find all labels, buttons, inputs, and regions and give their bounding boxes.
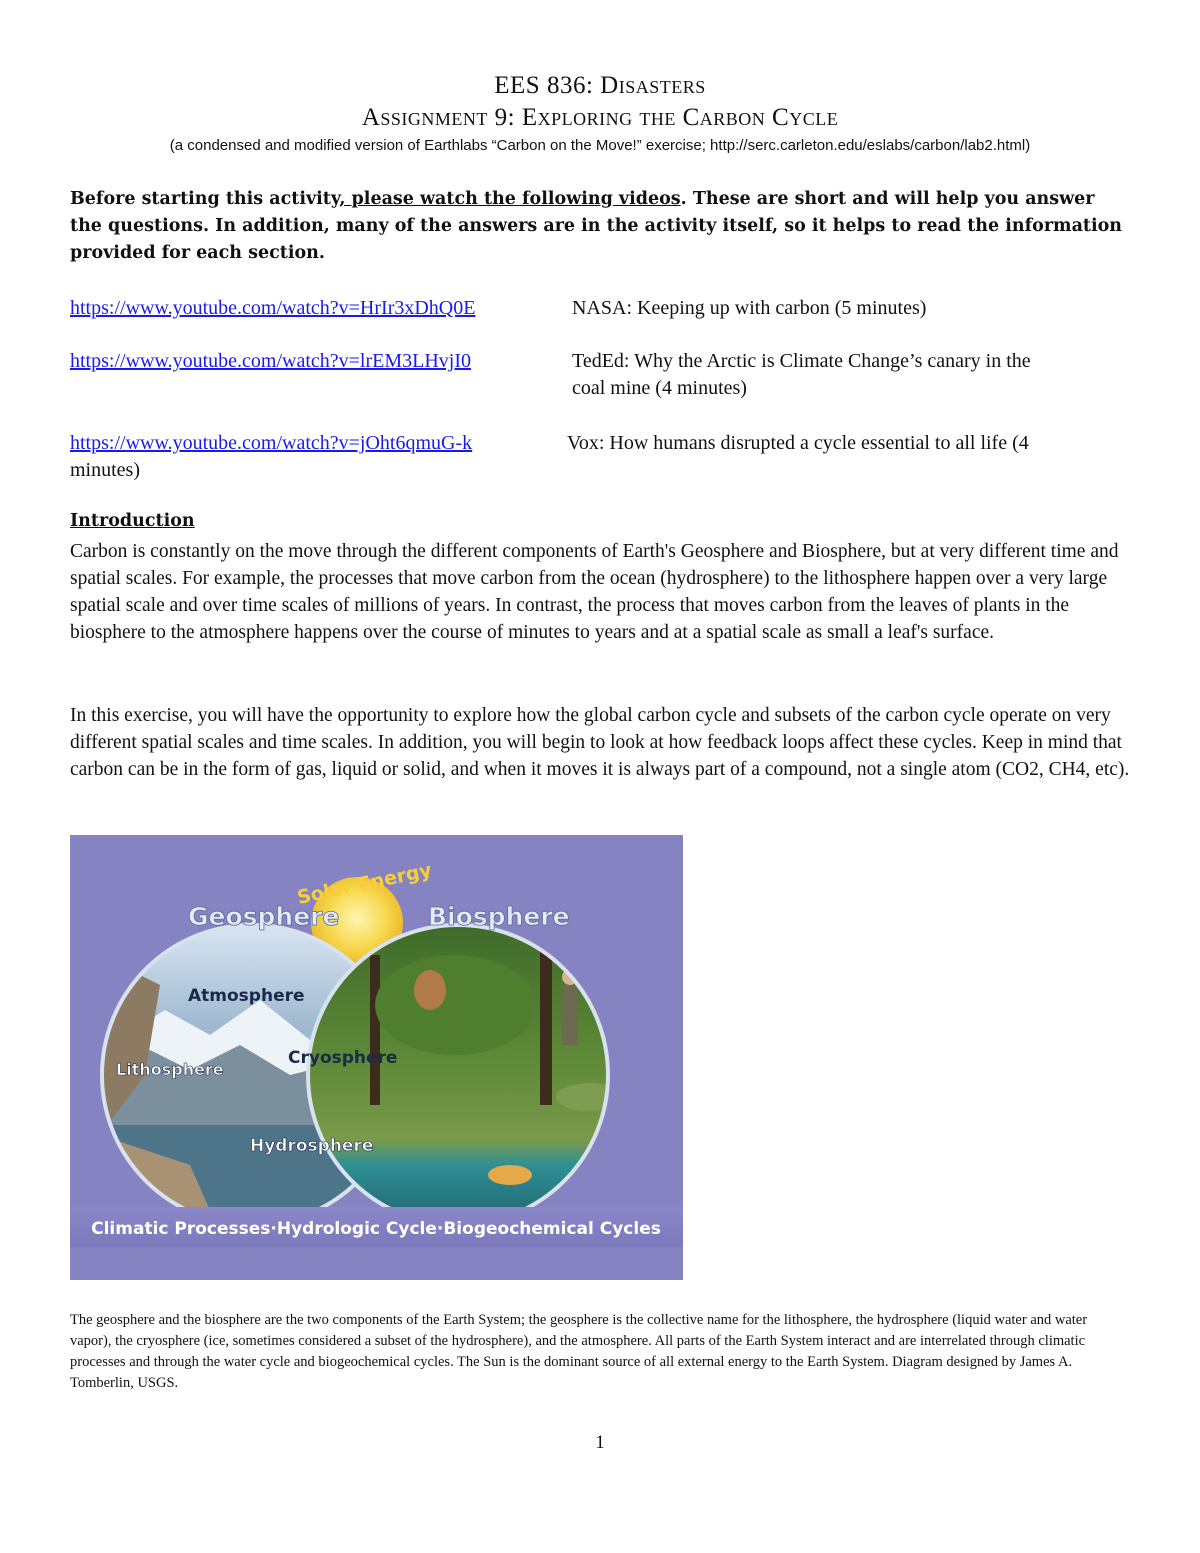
video-description-3-line2: minutes) <box>70 459 140 481</box>
person-icon <box>562 985 578 1045</box>
video-description-1: NASA: Keeping up with carbon (5 minutes) <box>572 297 927 319</box>
instructions-part2: , please watch the following videos <box>339 189 681 209</box>
video-description-2-line1: TedEd: Why the Arctic is Climate Change’s canary in the <box>572 350 1031 372</box>
video-row-1 <box>70 295 475 322</box>
solar-energy-label: Solar Energy <box>295 858 434 909</box>
geosphere-label: Geosphere <box>188 902 340 931</box>
video-description-3-line1: Vox: How humans disrupted a cycle essential to all life (4 <box>567 432 1029 454</box>
video-description-2-line2: coal mine (4 minutes) <box>572 377 747 399</box>
introduction-paragraph-1: Carbon is constantly on the move through the different components of Earth's Geosphere and Biosphere, but at very different time and spatial scales. For example, the processes that move carbon from the ocean (hydrosphere) to the lithosphere happen over a very large spatial scale and over time scales of millions of years. In contrast, the process that moves carbon from the leaves of plants in the biosphere to the atmosphere happens over the course of minutes to years and at a spatial scale as small a leaf's surface. <box>70 541 1119 643</box>
fish-icon <box>488 1165 532 1185</box>
figure-caption: The geosphere and the biosphere are the two components of the Earth System; the geosphere is the collective name for the lithosphere, the hydrosphere (liquid water and water vapor), the cryosphere (ice, sometimes considered a subset of the hydrosphere), and the atmosphere. All parts of the Earth System interact and are interrelated through climatic processes and through the water cycle and biogeochemical cycles. The Sun is the dominant source of all external energy to the Earth System. Diagram designed by James A. Tomberlin, USGS. <box>70 1312 1088 1391</box>
video-row-3 <box>70 430 472 457</box>
instructions-part1: Before starting this activity <box>70 189 340 209</box>
introduction-paragraph-2: In this exercise, you will have the opportunity to explore how the global carbon cycle and subsets of the carbon cycle operate on very different spatial scales and time scales. In addition, you will begin to look at how feedback loops affect these cycles. Keep in mind that carbon can be in the form of gas, liquid or solid, and when it moves it is always part of a compound, not a single atom (CO2, CH4, etc). <box>70 705 1130 780</box>
assignment-title: Assignment 9: Exploring the Carbon Cycle <box>361 104 839 131</box>
deer-icon <box>414 970 446 1010</box>
video-row-2 <box>70 348 471 375</box>
video-link-3[interactable]: https://www.youtube.com/watch?v=jOht6qmuG-k <box>70 432 473 454</box>
atmosphere-label: Atmosphere <box>188 986 305 1006</box>
page-number: 1 <box>595 1432 605 1453</box>
introduction-heading: Introduction <box>70 511 195 531</box>
hydrosphere-label: Hydrosphere <box>250 1136 374 1156</box>
lithosphere-label: Lithosphere <box>116 1060 224 1079</box>
video-link-1[interactable]: https://www.youtube.com/watch?v=HrIr3xDhQ0E <box>70 297 476 319</box>
course-title: EES 836: Disasters <box>494 72 706 99</box>
instructions-part3: . These are short and will help you answer the questions. In addition, many of the answers are in the activity itself, so it helps to read the information provided for each section. <box>70 189 1123 263</box>
earth-system-diagram <box>70 835 683 1280</box>
cryosphere-label: Cryosphere <box>288 1048 398 1068</box>
processes-banner-text: Climatic Processes·Hydrologic Cycle·Biogeochemical Cycles <box>91 1219 661 1239</box>
biosphere-label: Biosphere <box>428 902 570 931</box>
video-link-2[interactable]: https://www.youtube.com/watch?v=lrEM3LHvjI0 <box>70 350 472 372</box>
video-instructions <box>70 186 1130 267</box>
source-note: (a condensed and modified version of Earthlabs “Carbon on the Move!” exercise; http://serc.carleton.edu/eslabs/carbon/lab2.html) <box>169 137 1031 154</box>
